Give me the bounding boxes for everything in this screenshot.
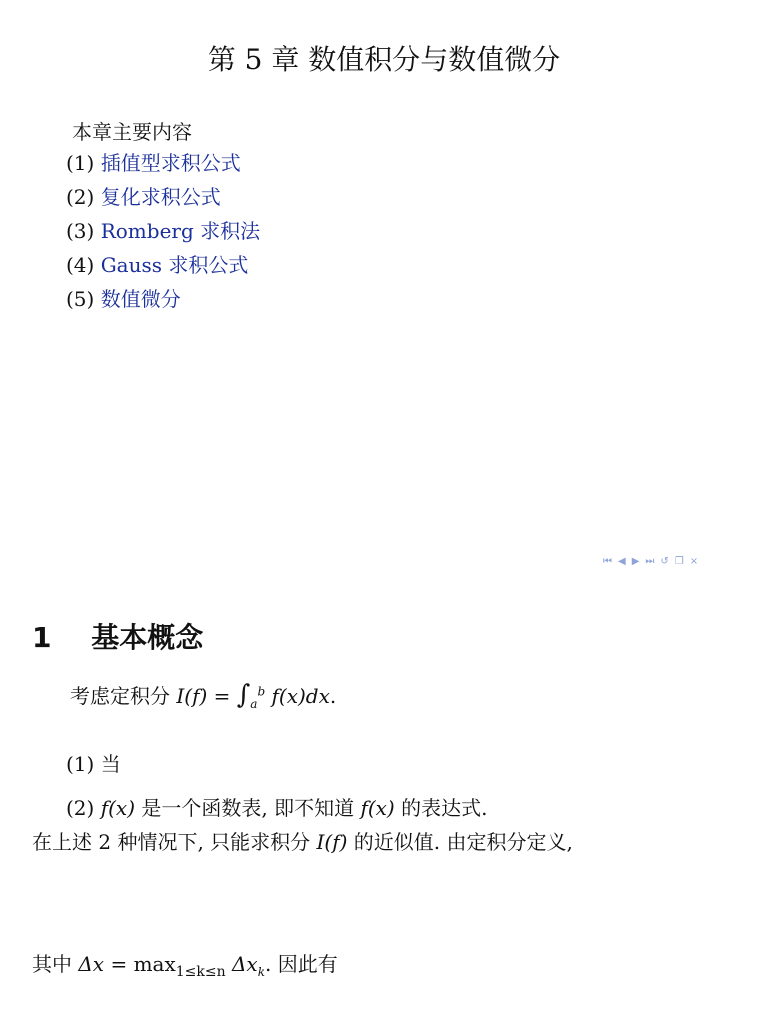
toc-item[interactable] xyxy=(66,214,260,248)
toc-item-number: (4) xyxy=(66,253,95,277)
intro-formula: $I(f) = \int_a^b$ f(x)dx. xyxy=(176,680,337,711)
toc-item-link[interactable]: Romberg 求积法 xyxy=(100,219,261,243)
nav-window-icon[interactable]: ❐ xyxy=(674,556,684,567)
where-formula: $\Delta x = \max_{1\le k\le n} \Delta x_k$. xyxy=(78,952,272,980)
nav-next-icon[interactable]: ▶ xyxy=(631,556,640,567)
toc-item-number: (3) xyxy=(66,219,95,243)
toc-heading: 本章主要内容 xyxy=(72,120,192,144)
math-I-f: I(f) xyxy=(316,830,348,854)
toc-item-number: (5) xyxy=(66,287,95,311)
case-1-line xyxy=(66,748,121,777)
toc-item-number: (1) xyxy=(66,151,95,175)
where-prefix: 其中 xyxy=(32,952,72,976)
nav-prev-icon[interactable]: ◀ xyxy=(618,556,626,567)
nav-close-icon[interactable]: × xyxy=(689,556,699,567)
case-2-suffix: 的表达式. xyxy=(401,796,488,820)
case-1-prefix: (1) 当 xyxy=(66,752,121,776)
nav-last-icon[interactable]: ⏭ xyxy=(645,556,655,567)
toc-list xyxy=(66,146,260,316)
toc-item-number: (2) xyxy=(66,185,95,209)
toc-item[interactable] xyxy=(66,180,260,214)
case-2-line xyxy=(66,792,487,821)
math-f-x: f(x) xyxy=(360,796,395,820)
page-title: 第 5 章 数值积分与数值微分 xyxy=(207,43,561,76)
toc-item-link[interactable]: Gauss 求积公式 xyxy=(100,253,249,277)
math-f-x: f(x) xyxy=(100,796,135,820)
where-suffix: 因此有 xyxy=(277,952,338,976)
nav-first-icon[interactable]: ⏮ xyxy=(603,556,612,567)
section-heading xyxy=(32,616,203,656)
intro-text: 考虑定积分 xyxy=(70,684,170,708)
toc-item-link[interactable]: 插值型求积公式 xyxy=(100,151,241,175)
paragraph-end: 的近似值. 由定积分定义, xyxy=(353,830,573,854)
case-2-prefix: (2) xyxy=(66,796,95,820)
toc-item-link[interactable]: 数值微分 xyxy=(100,287,181,311)
section-title: 基本概念 xyxy=(91,621,204,654)
toc-item[interactable] xyxy=(66,146,260,180)
where-line xyxy=(32,948,338,980)
toc-item[interactable] xyxy=(66,248,260,282)
toc-item-link[interactable]: 复化求积公式 xyxy=(100,185,221,209)
section-number: 1 xyxy=(32,621,52,654)
case-2-mid: 是一个函数表, 即不知道 xyxy=(141,796,355,820)
paragraph-line xyxy=(32,826,573,855)
nav-back-icon[interactable]: ↺ xyxy=(660,556,669,567)
intro-line xyxy=(70,680,336,711)
paragraph-text: 在上述 2 种情况下, 只能求积分 xyxy=(32,830,311,854)
beamer-nav-bar xyxy=(603,556,698,567)
toc-item[interactable] xyxy=(66,282,260,316)
